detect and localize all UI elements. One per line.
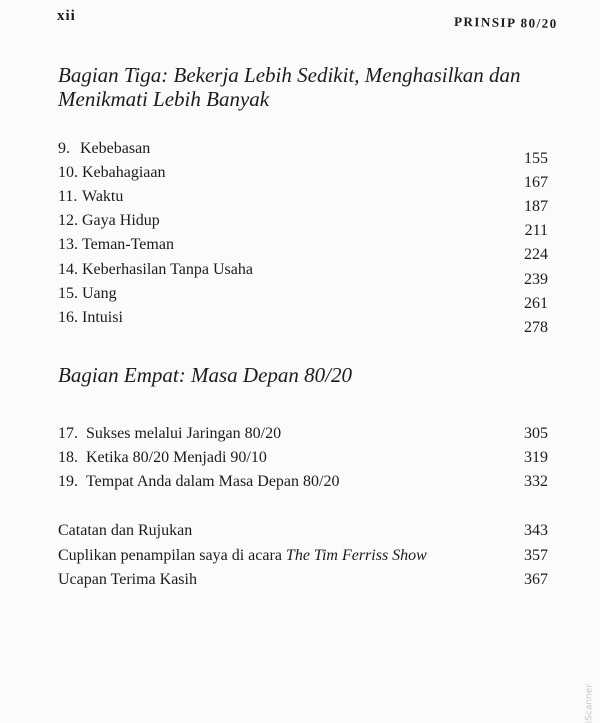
- chapter-title: Tempat Anda dalam Masa Depan 80/20: [86, 473, 340, 490]
- chapter-number: 19.: [58, 473, 78, 490]
- page-number: 343: [524, 522, 548, 539]
- chapter-number: 12.: [58, 212, 78, 229]
- toc-entry[interactable]: [58, 261, 548, 288]
- toc-entry[interactable]: [58, 547, 548, 571]
- chapter-number: 11.: [58, 188, 78, 205]
- scanner-watermark: iScanner: [584, 684, 594, 723]
- chapter-number: 17.: [58, 425, 78, 442]
- chapter-title: Waktu: [82, 188, 124, 205]
- running-head: PRINSIP 80/20: [454, 13, 559, 31]
- chapter-number: 10.: [58, 164, 78, 181]
- toc-entry[interactable]: [58, 473, 548, 497]
- toc-entry[interactable]: [58, 188, 548, 215]
- chapter-title: Teman-Teman: [82, 236, 174, 253]
- part-three-title-line1: Bagian Tiga: Bekerja Lebih Sedikit, Menghasilkan dan: [58, 63, 521, 87]
- page-number: 187: [524, 198, 548, 215]
- toc-entry[interactable]: [58, 309, 548, 336]
- back-matter-title-prefix: Cuplikan penampilan saya di acara: [58, 547, 286, 564]
- show-name: The Tim Ferriss Show: [285, 547, 427, 564]
- chapter-number: 16.: [58, 309, 78, 326]
- chapter-title: Ketika 80/20 Menjadi 90/10: [86, 449, 267, 466]
- toc-entry[interactable]: [58, 236, 548, 263]
- part-four-title: Bagian Empat: Masa Depan 80/20: [58, 363, 352, 387]
- page-number: 367: [524, 571, 548, 588]
- chapter-number: 9.: [58, 140, 70, 157]
- page-number: 239: [524, 271, 548, 288]
- part-three-title-line2: Menikmati Lebih Banyak: [58, 87, 270, 111]
- toc-entry[interactable]: [58, 449, 548, 473]
- page-number: 155: [524, 150, 548, 167]
- toc-entry[interactable]: [58, 425, 548, 449]
- page-number: 319: [524, 449, 548, 466]
- page-number: 278: [524, 319, 548, 336]
- toc-entry[interactable]: [58, 140, 548, 167]
- page-number: 224: [524, 246, 548, 263]
- toc-entry[interactable]: [58, 522, 548, 546]
- toc-entry[interactable]: [58, 212, 548, 239]
- page-number: 167: [524, 174, 548, 191]
- chapter-title: Intuisi: [82, 309, 123, 326]
- chapter-title: Keberhasilan Tanpa Usaha: [82, 261, 253, 278]
- chapter-number: 18.: [58, 449, 78, 466]
- chapter-number: 13.: [58, 236, 78, 253]
- page-number: 332: [524, 473, 548, 490]
- chapter-title: Uang: [82, 285, 117, 302]
- page-number: 305: [524, 425, 548, 442]
- page-number: 357: [524, 547, 548, 564]
- toc-entry[interactable]: [58, 285, 548, 312]
- chapter-number: 14.: [58, 261, 78, 278]
- chapter-title: Gaya Hidup: [82, 212, 160, 229]
- back-matter-title: Catatan dan Rujukan: [58, 522, 193, 539]
- toc-entry[interactable]: [58, 164, 548, 191]
- chapter-number: 15.: [58, 285, 78, 302]
- back-matter-title: Ucapan Terima Kasih: [58, 571, 197, 588]
- chapter-title: Kebebasan: [80, 140, 151, 157]
- page-number: 261: [524, 295, 548, 312]
- page-number: 211: [524, 222, 548, 239]
- back-matter-title: [58, 547, 427, 565]
- toc-entry[interactable]: [58, 571, 548, 595]
- chapter-title: Sukses melalui Jaringan 80/20: [86, 425, 282, 442]
- page-folio: xii: [57, 8, 76, 24]
- chapter-title: Kebahagiaan: [82, 164, 166, 181]
